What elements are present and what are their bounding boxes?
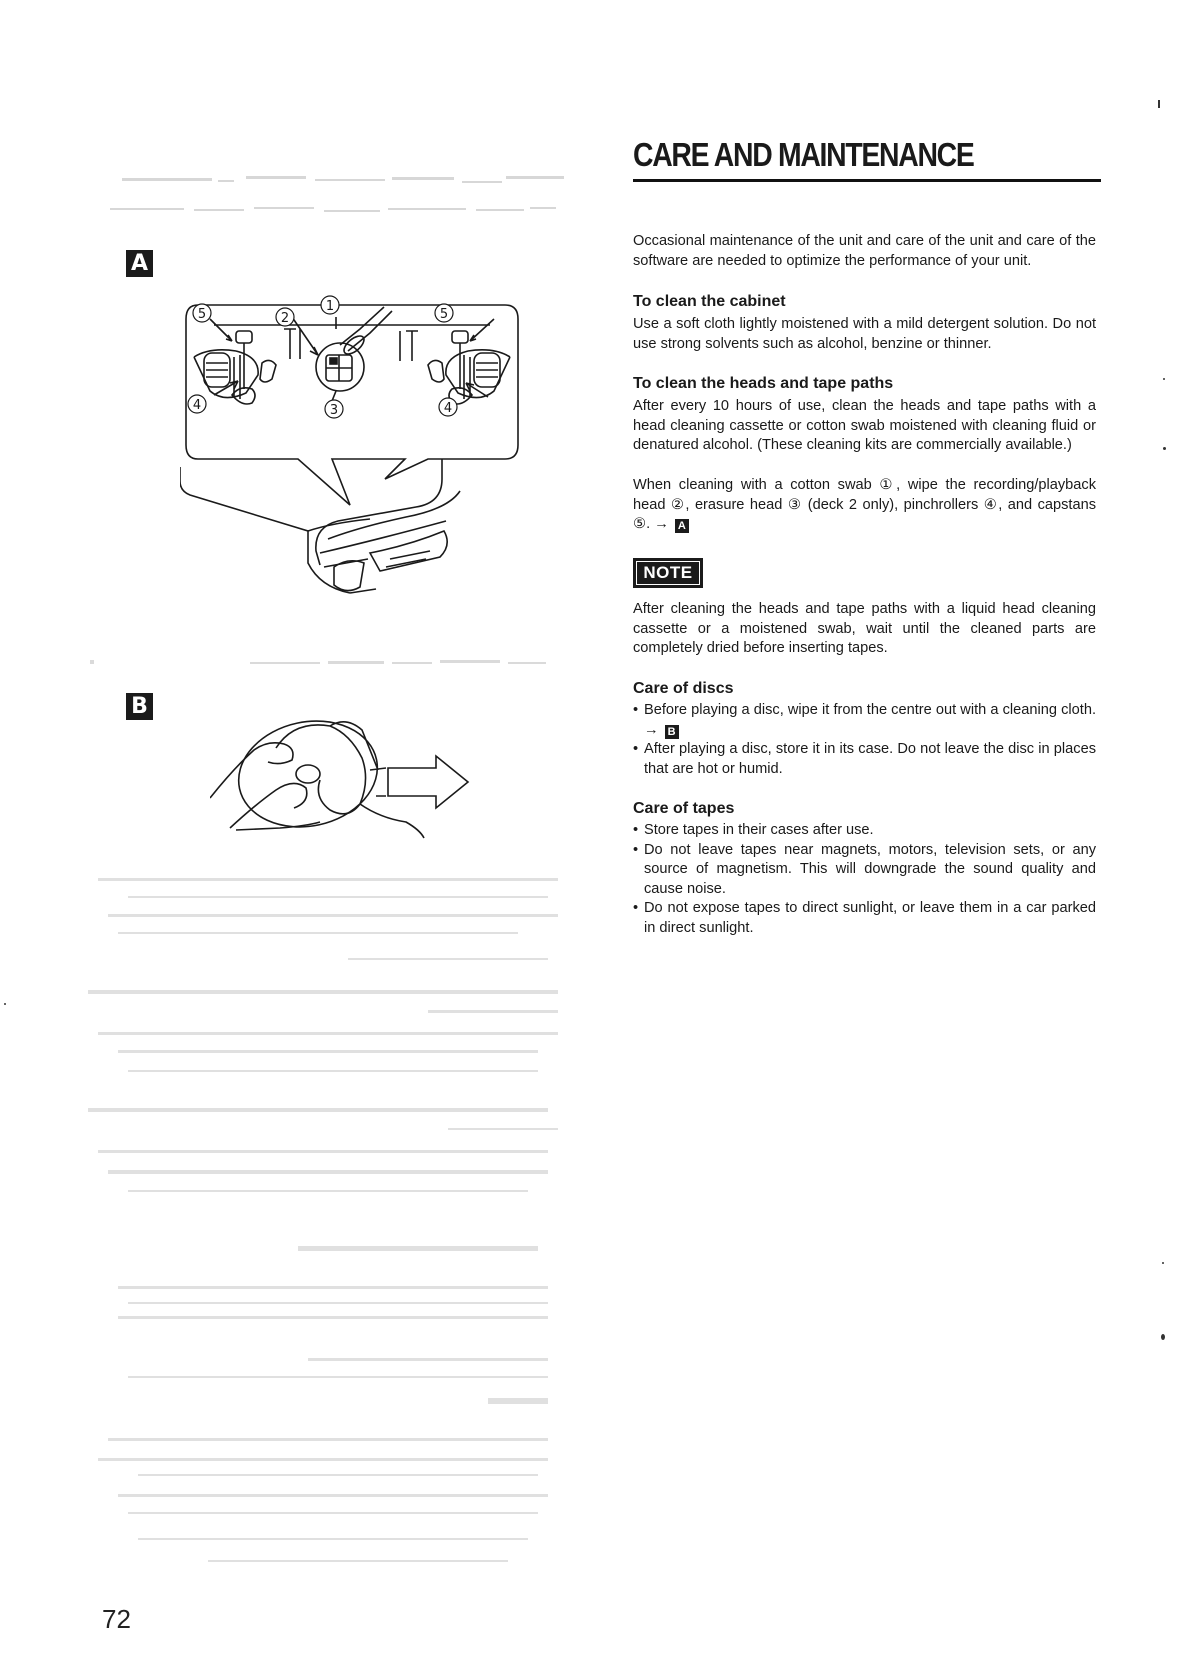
callout-capstan-left: 5	[197, 307, 207, 322]
bleed-through-lower	[88, 870, 588, 1590]
intro-paragraph: Occasional maintenance of the unit and care of the unit and care of the software are needed to optimize the performance of your unit.	[633, 233, 1096, 269]
tapes-list	[633, 821, 1096, 939]
tapes-item-2-text: Do not leave tapes near magnets, motors, television sets, or any source of magnetism. This will downgrade the sound quality and cause noise.	[644, 841, 1096, 897]
figure-b-ref: B	[665, 725, 679, 739]
bleed-through-middle	[90, 650, 560, 680]
page-title: CARE AND MAINTENANCE	[633, 136, 974, 173]
list-item	[633, 821, 1096, 841]
figure-a-tape-deck-heads-illustration	[180, 295, 525, 595]
heading-care-discs: Care of discs	[633, 680, 734, 697]
speck	[1163, 378, 1165, 380]
callout-erase-head: 3	[329, 403, 339, 418]
heads-paragraph-2	[633, 476, 1096, 535]
cabinet-paragraph: Use a soft cloth lightly moistened with a mild detergent solution. Do not use strong solvents such as alcohol, benzine or thinner.	[633, 316, 1096, 352]
speck	[1163, 447, 1166, 450]
heads-paragraph-2-text: When cleaning with a cotton swab ①, wipe the recording/playback head ②, erasure head ③ (deck 2 only), pinchrollers ④, and capstans ⑤. →	[633, 477, 1096, 533]
callout-capstan-right: 5	[439, 307, 449, 322]
page-number: 72	[102, 1604, 131, 1634]
speck	[1161, 1334, 1165, 1340]
speck	[1158, 100, 1160, 108]
title-rule	[633, 179, 1101, 182]
list-item	[633, 701, 1096, 740]
bleed-through-top	[110, 170, 580, 230]
discs-item-2-text: After playing a disc, store it in its case. Do not leave the disc in places that are hot or humid.	[644, 741, 1096, 777]
list-item	[633, 841, 1096, 900]
tapes-item-3-text: Do not expose tapes to direct sunlight, or leave them in a car parked in direct sunlight.	[644, 900, 1096, 936]
list-item	[633, 740, 1096, 779]
callout-pinchroller-right: 4	[443, 401, 453, 416]
speck	[4, 1003, 6, 1005]
discs-item-1-text: Before playing a disc, wipe it from the centre out with a cleaning cloth. →	[644, 702, 1096, 738]
heading-clean-heads: To clean the heads and tape paths	[633, 375, 894, 392]
figure-a-ref: A	[675, 519, 689, 533]
heading-care-tapes: Care of tapes	[633, 800, 735, 817]
heading-clean-cabinet: To clean the cabinet	[633, 293, 786, 310]
note-paragraph: After cleaning the heads and tape paths with a liquid head cleaning cassette or a moistened swab, wait until the cleaned parts are completely dried before inserting tapes.	[633, 601, 1096, 657]
heads-paragraph-1: After every 10 hours of use, clean the heads and tape paths with a head cleaning cassette or cotton swab moistened with cleaning fluid or denatured alcohol. (These cleaning kits are commercially available.)	[633, 398, 1096, 454]
callout-swab: 1	[325, 299, 335, 314]
figure-b-disc-wiping-illustration	[210, 710, 480, 850]
list-item	[633, 899, 1096, 938]
callout-pinchroller-left: 4	[192, 398, 202, 413]
speck	[1162, 1262, 1164, 1264]
figure-a-label: A	[126, 250, 153, 277]
tapes-item-1-text: Store tapes in their cases after use.	[644, 822, 874, 838]
discs-list	[633, 701, 1096, 779]
note-badge: NOTE	[633, 558, 703, 588]
callout-record-head: 2	[280, 311, 290, 326]
figure-b-label: B	[126, 693, 153, 720]
